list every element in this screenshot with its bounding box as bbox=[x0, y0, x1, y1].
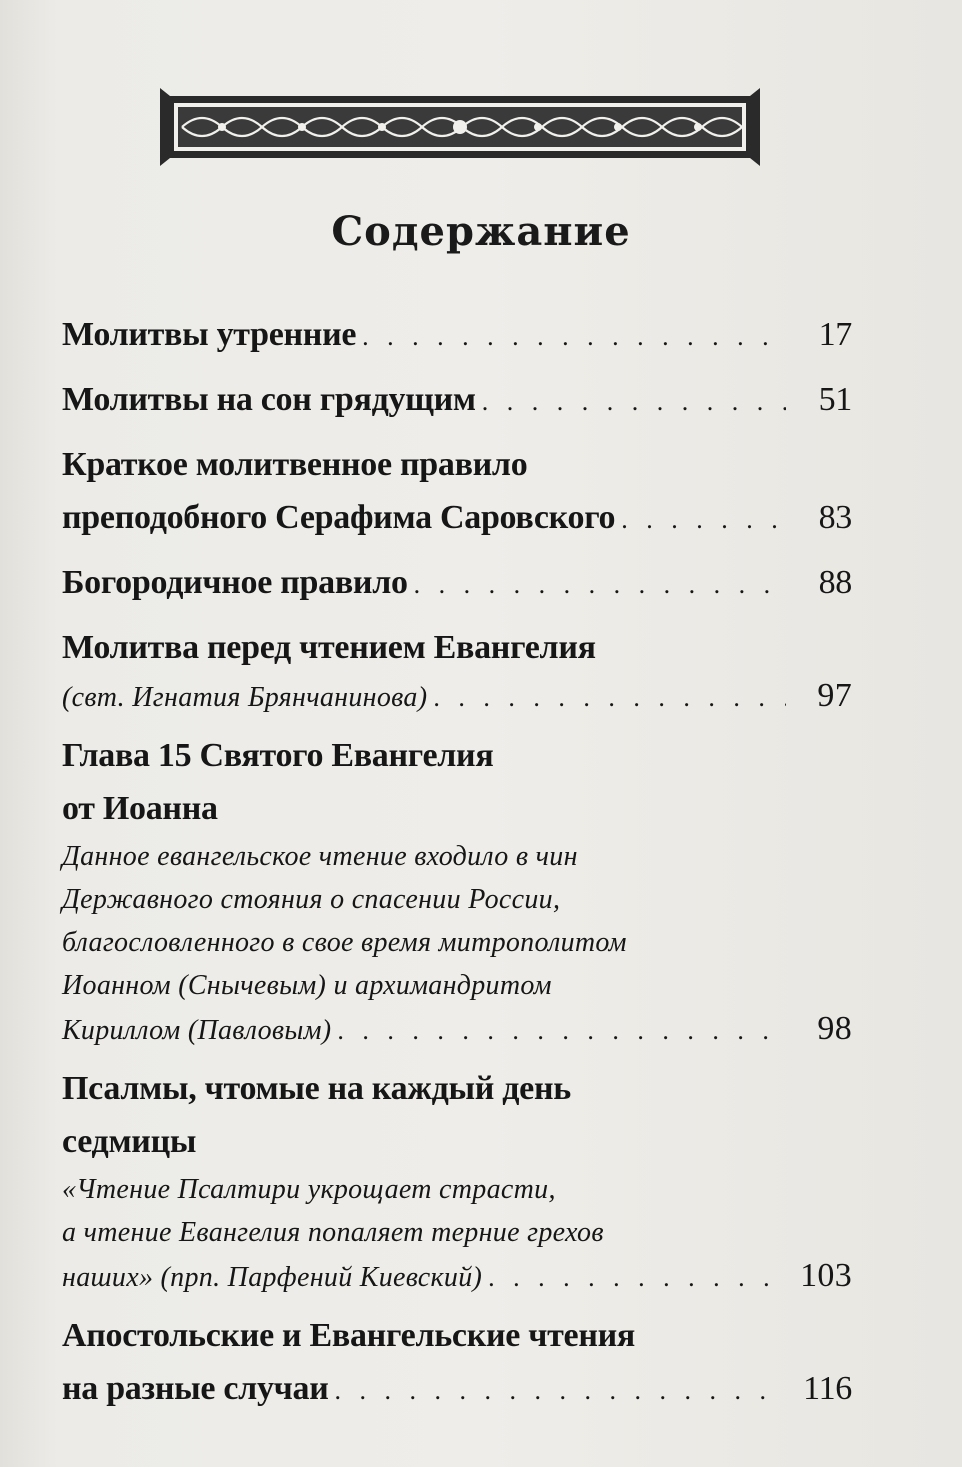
page-title: Содержание bbox=[331, 208, 631, 255]
toc-entry-title bbox=[62, 621, 852, 674]
toc-entry-text: благословленного в свое время митрополитом bbox=[62, 927, 627, 958]
toc-entry-text: «Чтение Псалтири укрощает страсти, bbox=[62, 1174, 556, 1205]
toc-entry-text: Иоанном (Снычевым) и архимандритом bbox=[62, 970, 552, 1001]
page-number: 116 bbox=[803, 1370, 852, 1407]
toc-entry bbox=[62, 1062, 852, 1299]
toc-entry-text: седмицы bbox=[62, 1123, 197, 1160]
leader-dots bbox=[337, 1009, 786, 1052]
ornament-header-icon bbox=[160, 88, 760, 166]
page-number: 88 bbox=[818, 564, 852, 601]
toc-entry-text: от Иоанна bbox=[62, 790, 218, 827]
leader-dots bbox=[488, 1256, 786, 1299]
toc-entry bbox=[62, 373, 852, 428]
page-number: 97 bbox=[817, 677, 852, 714]
toc-entry-title bbox=[62, 308, 852, 363]
toc-entry-title bbox=[62, 1115, 852, 1168]
toc-entry-title bbox=[62, 1309, 852, 1362]
toc-entry-title bbox=[62, 438, 852, 491]
leader-dots bbox=[362, 310, 786, 363]
toc-entry-text: Данное евангельское чтение входило в чин bbox=[62, 841, 578, 872]
toc-entry bbox=[62, 621, 852, 719]
toc-entry-title bbox=[62, 556, 852, 611]
toc-entry-text: Молитвы на сон грядущим bbox=[62, 381, 476, 418]
toc-entry-note bbox=[62, 921, 852, 964]
toc-entry-title bbox=[62, 373, 852, 428]
leader-dots bbox=[433, 676, 786, 719]
toc-entry-title bbox=[62, 782, 852, 835]
leader-dots bbox=[482, 375, 786, 428]
toc-entry-note bbox=[62, 1254, 852, 1299]
toc-entry-title bbox=[62, 729, 852, 782]
toc-entry-title bbox=[62, 1062, 852, 1115]
leader-dots bbox=[414, 558, 786, 611]
toc-entry bbox=[62, 308, 852, 363]
toc-entry bbox=[62, 729, 852, 1052]
toc-entry-note bbox=[62, 878, 852, 921]
toc-entry-text: наших» (прп. Парфений Киевский) bbox=[62, 1262, 483, 1293]
toc-entry-text: Кириллом (Павловым) bbox=[62, 1015, 332, 1046]
toc-entry-title bbox=[62, 1362, 852, 1417]
toc-entry-title bbox=[62, 491, 852, 546]
toc-entry-note bbox=[62, 1007, 852, 1052]
toc-entry-text: Псалмы, чтомые на каждый день bbox=[62, 1070, 571, 1107]
toc-entry-text: преподобного Серафима Саровского bbox=[62, 499, 616, 536]
toc-entry-note bbox=[62, 1211, 852, 1254]
page-number: 103 bbox=[800, 1257, 852, 1294]
toc-entry-text: Краткое молитвенное правило bbox=[62, 446, 528, 483]
toc-entry-text: (свт. Игнатия Брянчанинова) bbox=[62, 682, 428, 713]
toc-entry-note bbox=[62, 835, 852, 878]
page-number: 83 bbox=[818, 499, 852, 536]
toc-entry bbox=[62, 556, 852, 611]
leader-dots bbox=[621, 493, 786, 546]
page-number: 51 bbox=[818, 381, 852, 418]
toc-entry bbox=[62, 1309, 852, 1417]
toc-entry-text: Молитвы утренние bbox=[62, 316, 357, 353]
leader-dots bbox=[335, 1364, 786, 1417]
toc-entry-text: Глава 15 Святого Евангелия bbox=[62, 737, 494, 774]
toc-entry-text: Державного стояния о спасении России, bbox=[62, 884, 561, 915]
toc-entry-text: а чтение Евангелия попаляет терние грехов bbox=[62, 1217, 604, 1248]
toc-entry-text: Богородичное правило bbox=[62, 564, 408, 601]
toc-entry-note bbox=[62, 964, 852, 1007]
toc-entry-note bbox=[62, 1168, 852, 1211]
toc-entry-text: Апостольские и Евангельские чтения bbox=[62, 1317, 636, 1354]
toc-entry-note bbox=[62, 674, 852, 719]
toc-entry-text: Молитва перед чтением Евангелия bbox=[62, 629, 596, 666]
page-number: 17 bbox=[818, 316, 852, 353]
toc-entry-text: на разные случаи bbox=[62, 1370, 329, 1407]
table-of-contents bbox=[62, 308, 852, 1427]
toc-entry bbox=[62, 438, 852, 546]
page-number: 98 bbox=[817, 1010, 852, 1047]
